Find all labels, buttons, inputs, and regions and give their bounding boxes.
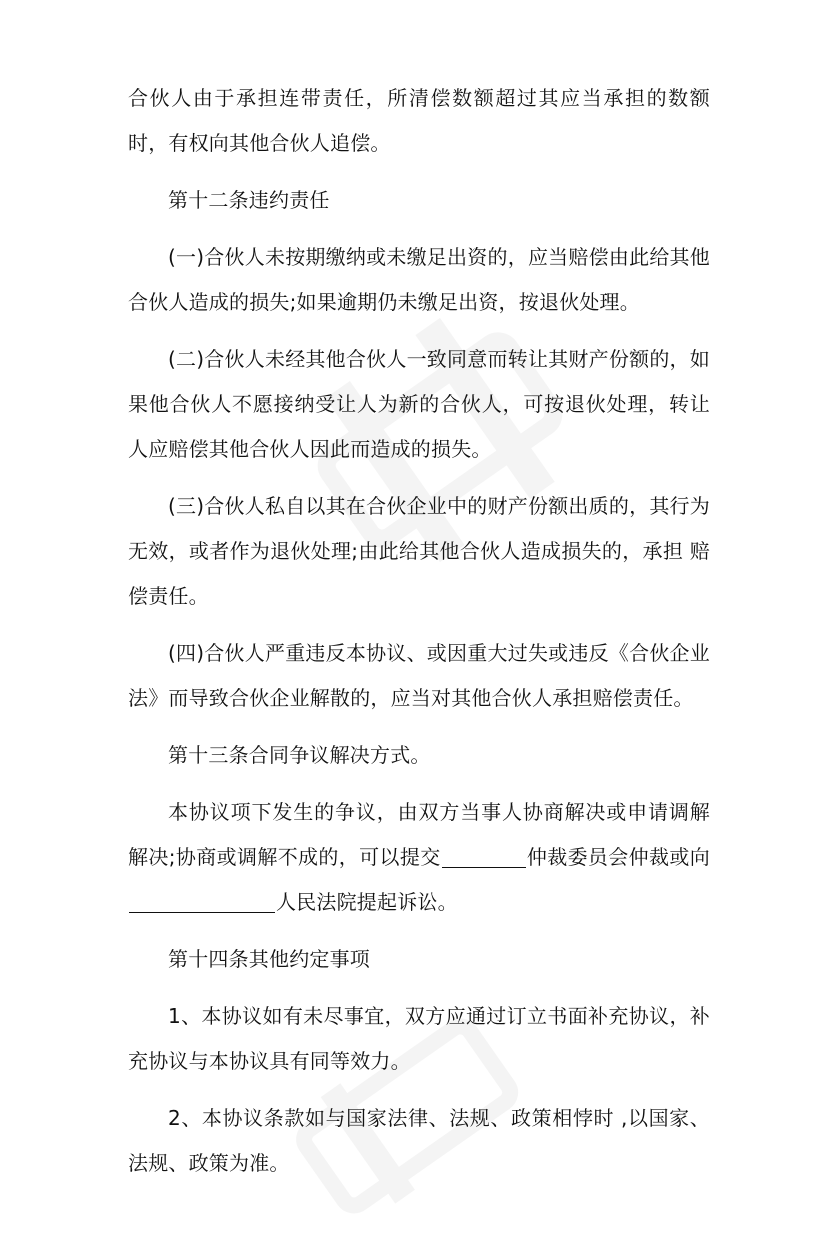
dispute-text-part2: 仲裁委员会仲裁或向 [526, 845, 710, 869]
article-12-clause-3: (三)合伙人私自以其在合伙企业中的财产份额出质的，其行为无效，或者作为退伙处理;由此给其他合伙人造成损失的，承担 赔偿责任。 [128, 494, 710, 608]
article-14-heading: 第十四条其他约定事项 [168, 947, 370, 971]
article-12-clause-2: (二)合伙人未经其他合伙人一致同意而转让其财产份额的，如果他合伙人不愿接纳受让人为新的合伙人，可按退伙处理，转让人应赔偿其他合伙人因此而造成的损失。 [128, 347, 710, 461]
article-14-item-1: 1、本协议如有未尽事宜，双方应通过订立书面补充协议，补充协议与本协议具有同等效力。 [128, 1004, 710, 1073]
article-12-clause-1: (一)合伙人未按期缴纳或未缴足出资的，应当赔偿由此给其他合伙人造成的损失;如果逾期仍未缴足出资，按退伙处理。 [128, 245, 710, 314]
court-name-blank [129, 890, 275, 913]
article-13-dispute-resolution [128, 790, 710, 925]
paragraph-partner-recourse: 合伙人由于承担连带责任，所清偿数额超过其应当承担的数额时，有权向其他合伙人追偿。 [128, 86, 710, 155]
article-12-heading: 第十二条违约责任 [168, 188, 330, 212]
article-12-clause-4: (四)合伙人严重违反本协议、或因重大过失或违反《合伙企业法》而导致合伙企业解散的，应当对其他合伙人承担赔偿责任。 [128, 641, 710, 710]
article-14-item-2: 2、本协议条款如与国家法律、法规、政策相悖时 ,以国家、法规、政策为准。 [128, 1106, 710, 1175]
arbitration-commission-blank [442, 845, 526, 868]
document-body [128, 76, 710, 1198]
dispute-text-part1: 本协议项下发生的争议，由双方当事人协商解决或申请调解解决;协商或调解不成的，可以提交 [128, 800, 710, 869]
article-13-heading: 第十三条合同争议解决方式。 [168, 743, 431, 767]
dispute-text-part3: 人民法院提起诉讼。 [276, 890, 458, 914]
